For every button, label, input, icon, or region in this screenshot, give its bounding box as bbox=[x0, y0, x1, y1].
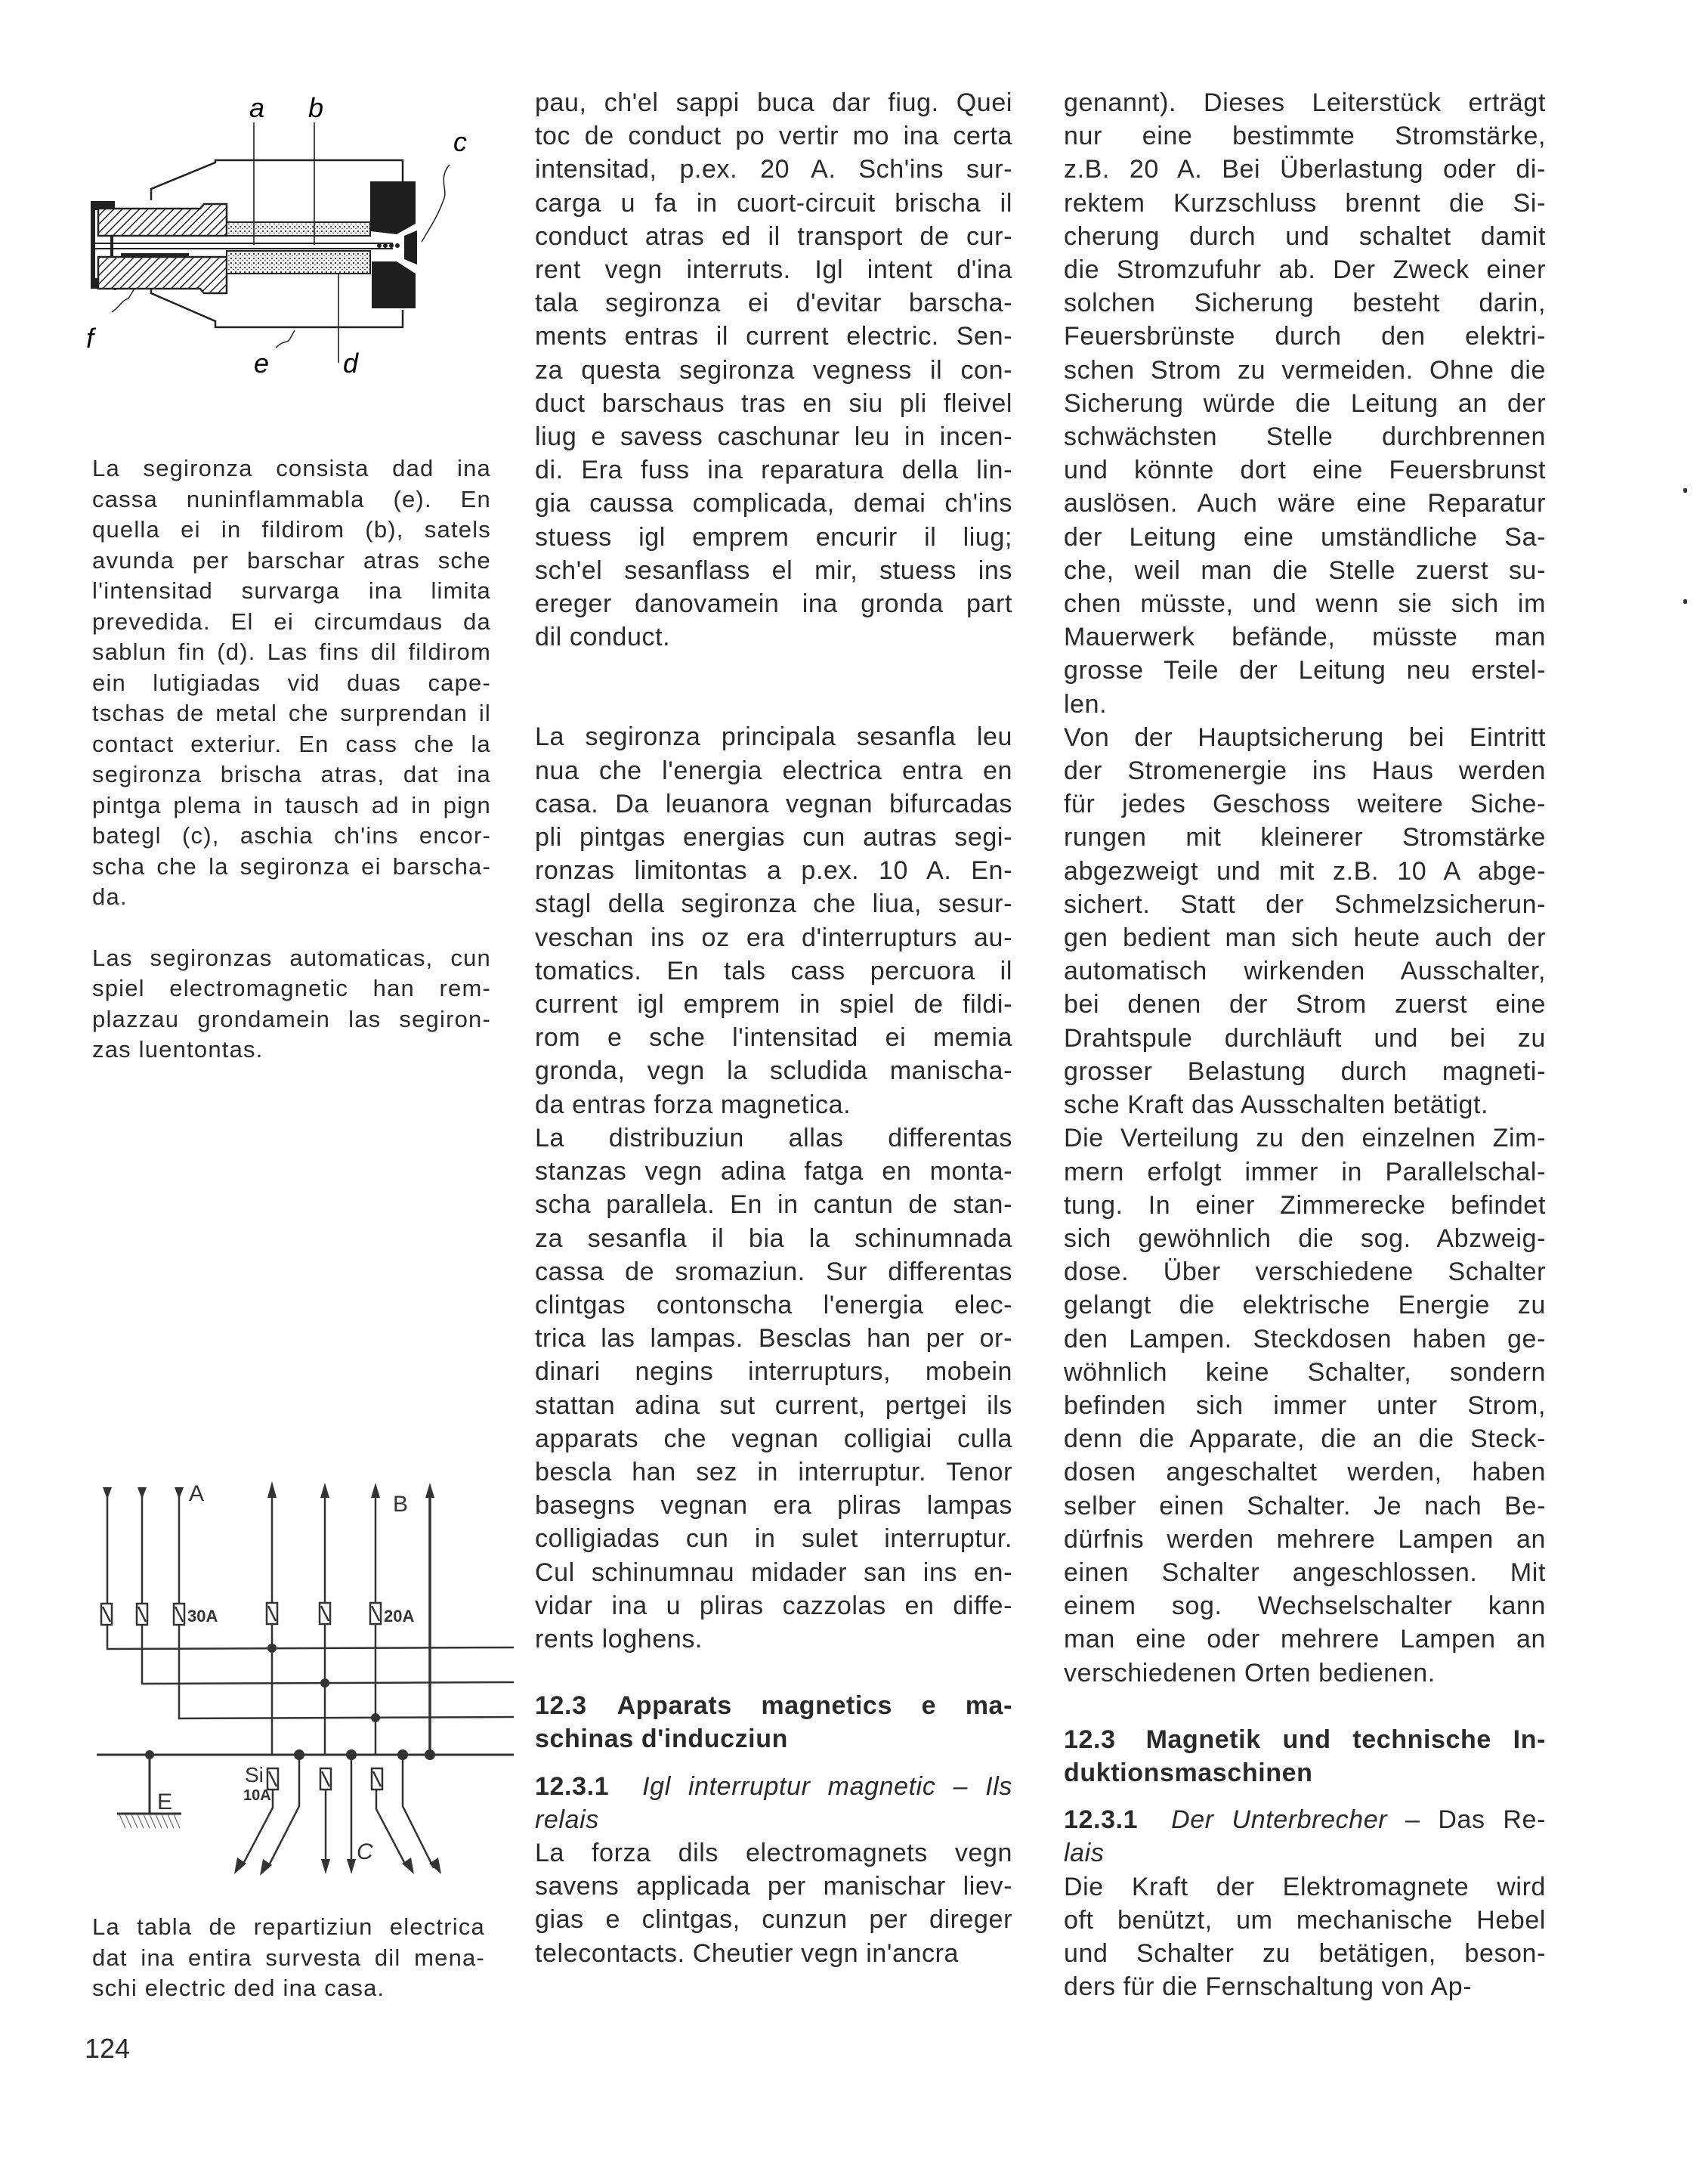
subheading-rest: – Das Re- bbox=[1387, 1805, 1546, 1835]
circuit-label-Si: Si bbox=[245, 1763, 264, 1786]
text-line: Cul schinumnau midader san ins en- bbox=[535, 1558, 1012, 1587]
scan-speck bbox=[1683, 599, 1687, 604]
text-line: segironza brischa atras, dat ina bbox=[92, 761, 491, 787]
subheading-title: Der Unterbrecher bbox=[1171, 1805, 1388, 1835]
heading-line bbox=[535, 1689, 1012, 1722]
german-paragraph-3 bbox=[1064, 1121, 1546, 1689]
text-line: tala segironza ei d'evitar barscha- bbox=[535, 289, 1012, 318]
circuit-figure-caption bbox=[92, 1912, 485, 2004]
subheading-continuation: lais bbox=[1064, 1839, 1105, 1868]
text-line: sablun fin (d). Las fins dil fildirom bbox=[92, 639, 491, 665]
distribution-board-circuit-figure bbox=[83, 1481, 514, 1904]
text-line: stuess igl emprem encurir il liug; bbox=[535, 522, 1012, 552]
text-line: La segironza principala sesanfla leu bbox=[535, 722, 1012, 752]
heading-text: Magnetik und technische In- bbox=[1145, 1725, 1546, 1754]
text-line: za sesanfla il bia la schinumnada bbox=[535, 1223, 1012, 1253]
text-line: ronzas limitontas a p.ex. 10 A. En- bbox=[535, 856, 1012, 886]
text-line: cassa de sromaziun. Sur differentas bbox=[535, 1257, 1012, 1286]
text-line: dürfnis werden mehrere Lampen an bbox=[1064, 1524, 1546, 1554]
text-line: La distribuziun allas differentas bbox=[535, 1123, 1012, 1152]
heading-text: schinas d'inducziun bbox=[535, 1725, 788, 1754]
text-line: nur eine bestimmte Stromstärke, bbox=[1064, 122, 1546, 151]
text-line: spiel electromagnetic han rem- bbox=[92, 975, 491, 1001]
text-line: veschan ins oz era d'interrupturs au- bbox=[535, 923, 1012, 952]
text-line: dinari negins interrupturs, mobein bbox=[535, 1357, 1012, 1387]
text-line: da entras forza magnetica. bbox=[535, 1090, 851, 1119]
text-line: La tabla de repartiziun electrica bbox=[92, 1913, 485, 1940]
text-line: grosse Teile der Leitung neu erstel- bbox=[1064, 656, 1546, 685]
text-line: trica las lampas. Besclas han per or- bbox=[535, 1324, 1012, 1353]
text-line: cherung durch und schaltet damit bbox=[1064, 221, 1546, 251]
text-line: einen Schalter angeschlossen. Mit bbox=[1064, 1558, 1546, 1587]
subsection-heading-12-3-1-german bbox=[1064, 1803, 1546, 1870]
text-line: einem sog. Wechselschalter kann bbox=[1064, 1592, 1546, 1621]
text-line: bescla han sez in interruptur. Tenor bbox=[535, 1457, 1012, 1486]
circuit-label-B: B bbox=[393, 1492, 409, 1517]
fuse-label-a: a bbox=[249, 92, 265, 123]
text-line: dosen angeschaltet werden, haben bbox=[1064, 1458, 1546, 1487]
heading-number: 12.3 bbox=[535, 1691, 587, 1721]
text-line: Las segironzas automaticas, cun bbox=[92, 944, 491, 971]
text-line: ein lutigiadas vid duas cape- bbox=[92, 669, 491, 696]
text-line: solchen Sicherung besteht darin, bbox=[1064, 289, 1546, 318]
text-line: avunda per barschar atras sche bbox=[92, 546, 491, 574]
fuse-label-f: f bbox=[86, 323, 94, 354]
page-number: 124 bbox=[85, 2033, 131, 2064]
text-line: man eine oder mehrere Lampen an bbox=[1064, 1625, 1546, 1654]
fuse-label-b: b bbox=[308, 92, 324, 123]
text-line: wöhnlich keine Schalter, sondern bbox=[1064, 1357, 1546, 1387]
text-line: pau, ch'el sappi buca dar fiug. Quei bbox=[535, 88, 1012, 117]
text-line: rent vegn interruts. Igl intent d'ina bbox=[535, 255, 1012, 285]
text-line: rents loghens. bbox=[535, 1624, 703, 1653]
text-line: und könnte dort eine Feuersbrunst bbox=[1064, 456, 1546, 485]
text-line: ments entras il current electric. Sen- bbox=[535, 322, 1012, 351]
text-line: pli pintgas energias cun autras segi- bbox=[535, 823, 1012, 852]
text-line: bei denen der Strom zuerst eine bbox=[1064, 990, 1546, 1019]
german-paragraph-4 bbox=[1064, 1870, 1546, 2004]
text-line: clintgas contonscha l'energia elec- bbox=[535, 1290, 1012, 1319]
circuit-label-A: A bbox=[189, 1481, 205, 1506]
text-line: schwächsten Stelle durchbrennen bbox=[1064, 422, 1546, 452]
text-line: che, weil man die Stelle zuerst su- bbox=[1064, 555, 1546, 585]
text-line: savens applicada per manischar liev- bbox=[535, 1872, 1012, 1901]
text-line: gelangt die elektrische Energie zu bbox=[1064, 1291, 1546, 1320]
text-line: schen Strom zu vermeiden. Ohne die bbox=[1064, 355, 1546, 385]
circuit-label-30A: 30A bbox=[187, 1607, 218, 1626]
text-line: scha parallela. En in cantun de stan- bbox=[535, 1190, 1012, 1220]
text-line: conduct atras ed il transport de cur- bbox=[535, 221, 1012, 251]
text-line: selber einen Schalter. Je nach Be- bbox=[1064, 1491, 1546, 1520]
text-line: stagl della segironza che liua, sesur- bbox=[535, 889, 1012, 919]
right-column bbox=[1064, 86, 1546, 2003]
text-line: chen müsste, und wenn sie sich im bbox=[1064, 589, 1546, 619]
fuse-label-d: d bbox=[343, 348, 359, 379]
text-line: denn die Apparate, die an die Steck- bbox=[1064, 1425, 1546, 1454]
circuit-label-C: C bbox=[357, 1839, 373, 1864]
left-column bbox=[92, 453, 491, 1066]
middle-column bbox=[535, 86, 1012, 1970]
text-line: der Leitung eine umständliche Sa- bbox=[1064, 522, 1546, 552]
text-line: carga u fa in cuort-circuit brischa il bbox=[535, 188, 1012, 218]
text-line: La forza dils electromagnets vegn bbox=[535, 1838, 1012, 1867]
fuse-label-c: c bbox=[453, 126, 467, 157]
heading-line bbox=[1064, 1723, 1546, 1756]
text-line: l'intensitad survarga ina limita bbox=[92, 577, 491, 604]
text-line: duct barschaus tras en siu pli fleivel bbox=[535, 388, 1012, 418]
text-line: rungen mit kleinerer Stromstärke bbox=[1064, 823, 1546, 852]
text-line: gronda, vegn la scludida manischa- bbox=[535, 1056, 1012, 1086]
text-line: contact exteriur. En cass che la bbox=[92, 730, 491, 757]
text-line: liug e savess caschunar leu in incen- bbox=[535, 422, 1012, 452]
text-line: Drahtspule durchläuft und bei zu bbox=[1064, 1023, 1546, 1053]
text-line: tomatics. En tals cass percuora il bbox=[535, 956, 1012, 985]
fuse-label-e: e bbox=[254, 348, 270, 379]
text-line: der Stromenergie ins Haus werden bbox=[1064, 756, 1546, 786]
text-line: plazzau grondamein las segiron- bbox=[92, 1005, 491, 1032]
text-line: apparats che vegnan colligiai culla bbox=[535, 1424, 1012, 1453]
romansh-paragraph-1 bbox=[535, 86, 1012, 654]
text-line: dil conduct. bbox=[535, 623, 671, 652]
text-line: oft benützt, um mechanische Hebel bbox=[1064, 1905, 1546, 1935]
text-line: pintga plema in tausch ad in pign bbox=[92, 791, 491, 818]
text-line: abgezweigt und mit z.B. 10 A abge- bbox=[1064, 856, 1546, 886]
text-line: rektem Kurzschluss brennt die Si- bbox=[1064, 188, 1546, 218]
text-line: intensitad, p.ex. 20 A. Sch'ins sur- bbox=[535, 155, 1012, 184]
heading-text: duktionsmaschinen bbox=[1064, 1758, 1313, 1787]
text-line: den Lampen. Steckdosen haben ge- bbox=[1064, 1324, 1546, 1353]
text-line: dat ina entira survesta dil mena- bbox=[92, 1944, 485, 1971]
heading-text: Apparats magnetics e ma- bbox=[617, 1691, 1012, 1721]
text-line: sch'el sesanflass el mir, stuess ins bbox=[535, 555, 1012, 585]
text-line: colligiadas cun in sulet interruptur. bbox=[535, 1524, 1012, 1554]
subheading-continuation: relais bbox=[535, 1805, 599, 1834]
text-line: tschas de metal che surprendan il bbox=[92, 700, 491, 726]
circuit-label-E: E bbox=[157, 1790, 173, 1814]
section-heading-12-3-german bbox=[1064, 1723, 1546, 1790]
section-heading-12-3-romansh bbox=[535, 1689, 1012, 1756]
text-line: vidar ina u pliras cazzolas en diffe- bbox=[535, 1591, 1012, 1620]
subheading-number: 12.3.1 bbox=[535, 1771, 610, 1801]
text-line: gia caussa complicada, demai ch'ins bbox=[535, 489, 1012, 518]
automatic-fuses-paragraph bbox=[92, 943, 491, 1066]
text-line: ders für die Fernschaltung von Ap- bbox=[1064, 1972, 1473, 2002]
text-line: befinden sich immer unter Strom, bbox=[1064, 1391, 1546, 1420]
text-line: zas luentontas. bbox=[92, 1036, 264, 1063]
subheading-title: Igl interruptur magnetic – Ils bbox=[642, 1771, 1012, 1801]
scan-speck bbox=[1683, 488, 1687, 493]
text-line: bategl (c), aschia ch'ins encor- bbox=[92, 822, 491, 849]
text-line: cassa nuninflammabla (e). En bbox=[92, 485, 491, 512]
subheading-number: 12.3.1 bbox=[1064, 1805, 1139, 1835]
subsection-heading-12-3-1-romansh bbox=[535, 1770, 1012, 1836]
romansh-paragraph-2 bbox=[535, 720, 1012, 1121]
text-line: Die Verteilung zu den einzelnen Zim- bbox=[1064, 1124, 1546, 1153]
heading-line bbox=[535, 1722, 1012, 1756]
text-line: Feuersbrünste durch den elektri- bbox=[1064, 322, 1546, 351]
subheading-line bbox=[535, 1770, 1012, 1803]
text-line: z.B. 20 A. Bei Überlastung oder di- bbox=[1064, 155, 1546, 184]
fuse-description-paragraph bbox=[92, 453, 491, 913]
text-line: Sicherung würde die Leitung an der bbox=[1064, 388, 1546, 418]
text-line: da. bbox=[92, 883, 128, 910]
german-paragraph-2 bbox=[1064, 721, 1546, 1121]
text-line: Mauerwerk befände, müsste man bbox=[1064, 623, 1546, 652]
romansh-paragraph-4 bbox=[535, 1836, 1012, 1970]
text-line: casa. Da leuanora vegnan bifurcadas bbox=[535, 789, 1012, 818]
text-line: za questa segironza vegness il con- bbox=[535, 355, 1012, 385]
text-line: quella ei in fildirom (b), satels bbox=[92, 516, 491, 543]
text-line: stattan adina sut current, pertgei ils bbox=[535, 1391, 1012, 1420]
text-line: scha che la segironza ei barscha- bbox=[92, 852, 491, 880]
text-line: Von der Hauptsicherung bei Eintritt bbox=[1064, 722, 1546, 752]
text-line: die Stromzufuhr ab. Der Zweck einer bbox=[1064, 255, 1546, 285]
text-line: La segironza consista dad ina bbox=[92, 455, 491, 481]
text-line: und Schalter zu betätigen, beson- bbox=[1064, 1938, 1546, 1968]
text-line: automatisch wirkenden Ausschalter, bbox=[1064, 957, 1546, 986]
subheading-line bbox=[1064, 1803, 1546, 1836]
text-line: sichert. Statt der Schmelzsicherun- bbox=[1064, 889, 1546, 919]
text-line: gias e clintgas, cunzun per direger bbox=[535, 1905, 1012, 1935]
text-line: für jedes Geschoss weitere Siche- bbox=[1064, 790, 1546, 819]
text-line: verschiedenen Orten bedienen. bbox=[1064, 1658, 1436, 1687]
text-line: ereger danovamein ina gronda part bbox=[535, 589, 1012, 619]
text-line: rom e sche l'intensitad ei memia bbox=[535, 1023, 1012, 1053]
heading-line bbox=[1064, 1756, 1546, 1790]
text-line: Die Kraft der Elektromagnete wird bbox=[1064, 1872, 1546, 1901]
german-paragraph-1 bbox=[1064, 86, 1546, 721]
text-line: nua che l'energia electrica entra en bbox=[535, 756, 1012, 785]
text-line: di. Era fuss ina reparatura della lin- bbox=[535, 456, 1012, 485]
fuse-cross-section-figure bbox=[76, 76, 499, 408]
text-line: toc de conduct po vertir mo ina certa bbox=[535, 122, 1012, 151]
heading-number: 12.3 bbox=[1064, 1725, 1116, 1754]
text-line: sich gewöhnlich die sog. Abzweig- bbox=[1064, 1223, 1546, 1253]
text-line: tung. In einer Zimmerecke befindet bbox=[1064, 1190, 1546, 1220]
text-line: basegns vegnan era pliras lampas bbox=[535, 1491, 1012, 1520]
text-line: mern erfolgt immer in Parallelschal- bbox=[1064, 1157, 1546, 1186]
text-line: telecontacts. Cheutier vegn in'ancra bbox=[535, 1938, 960, 1968]
circuit-label-10A: 10A bbox=[243, 1787, 271, 1804]
text-line: sche Kraft das Ausschalten betätigt. bbox=[1064, 1090, 1489, 1120]
text-line: grosser Belastung durch magneti- bbox=[1064, 1056, 1546, 1086]
text-line: len. bbox=[1064, 689, 1108, 719]
romansh-paragraph-3 bbox=[535, 1121, 1012, 1656]
text-line: prevedida. El ei circumdaus da bbox=[92, 608, 491, 635]
text-line: stanzas vegn adina fatga en monta- bbox=[535, 1157, 1012, 1186]
text-line: auslösen. Auch wäre eine Reparatur bbox=[1064, 489, 1546, 518]
text-line: genannt). Dieses Leiterstück erträgt bbox=[1064, 88, 1546, 117]
text-line: schi electric ded ina casa. bbox=[92, 1975, 385, 2001]
circuit-label-20A: 20A bbox=[384, 1607, 415, 1626]
text-line: gen bedient man sich heute auch der bbox=[1064, 923, 1546, 953]
text-line: dose. Über verschiedene Schalter bbox=[1064, 1258, 1546, 1287]
text-line: current igl emprem in spiel de fildi- bbox=[535, 990, 1012, 1019]
